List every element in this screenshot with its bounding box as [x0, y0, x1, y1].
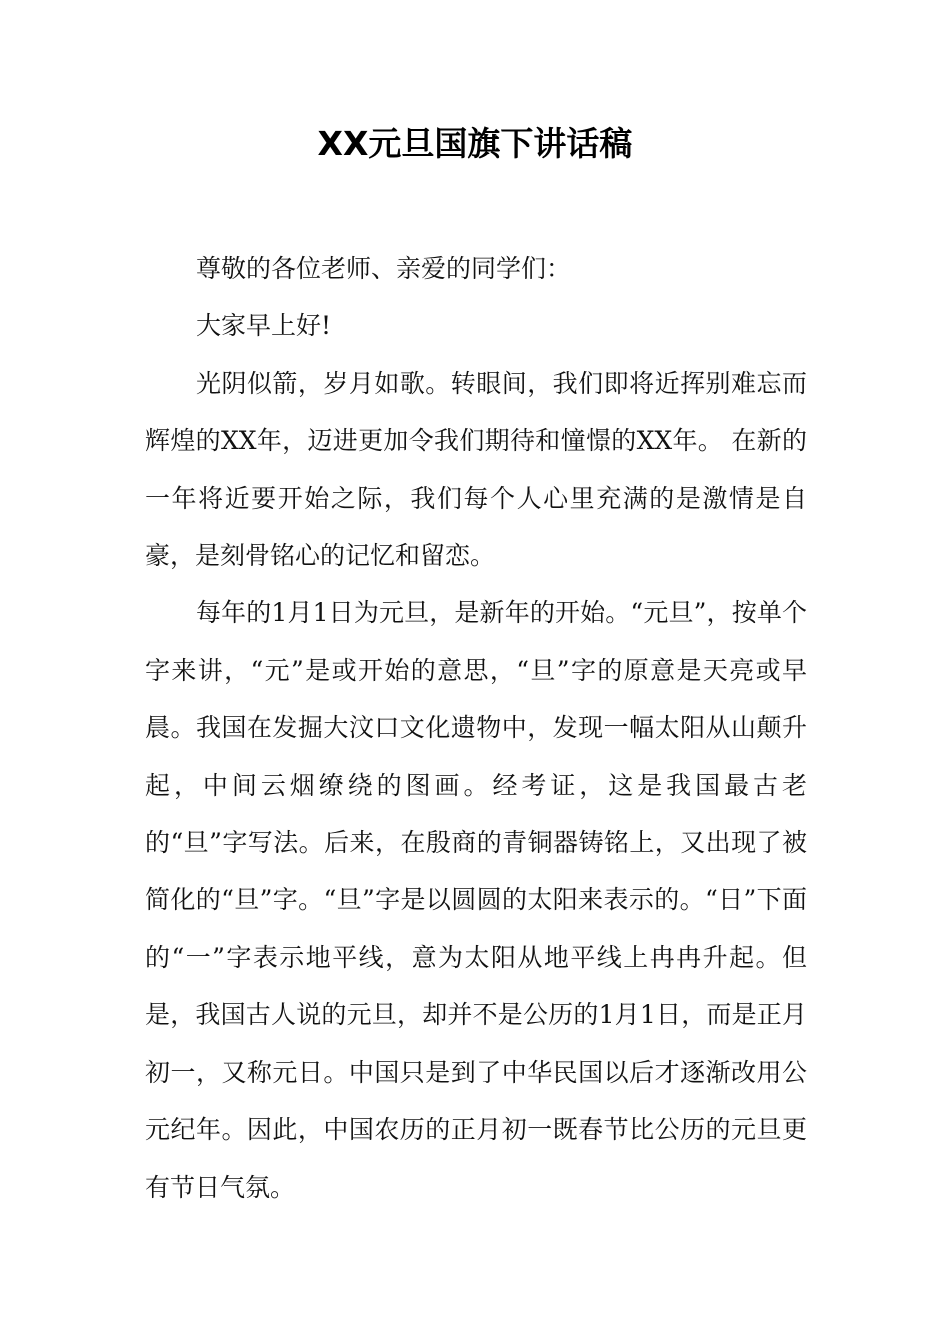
document-body	[145, 240, 807, 1216]
paragraph-yuandan-origin: 每年的1月1日为元旦，是新年的开始。“元旦”，按单个字来讲，“元”是或开始的意思，“旦”字的原意是天亮或早晨。我国在发掘大汶口文化遗物中，发现一幅太阳从山颠升起，中间云烟缭绕的图画。经考证，这是我国最古老的“旦”字写法。后来，在殷商的青铜器铸铭上，又出现了被简化的“旦”字。“旦”字是以圆圆的太阳来表示的。“日”下面的“一”字表示地平线，意为太阳从地平线上冉冉升起。但是，我国古人说的元旦，却并不是公历的1月1日，而是正月初一，又称元日。中国只是到了中华民国以后才逐渐改用公元纪年。因此，中国农历的正月初一既春节比公历的元旦更有节日气氛。	[145, 598, 807, 1202]
paragraph-salutation: 尊敬的各位老师、亲爱的同学们：	[196, 254, 572, 283]
paragraph-intro: 光阴似箭，岁月如歌。转眼间，我们即将近挥别难忘而辉煌的XX年，迈进更加令我们期待和憧憬的XX年。 在新的一年将近要开始之际，我们每个人心里充满的是激情是自豪，是刻骨铭心的记忆和留恋。	[145, 368, 807, 571]
document-title: XX元旦国旗下讲话稿	[317, 124, 633, 163]
paragraph-greeting: 大家早上好!	[196, 311, 332, 341]
